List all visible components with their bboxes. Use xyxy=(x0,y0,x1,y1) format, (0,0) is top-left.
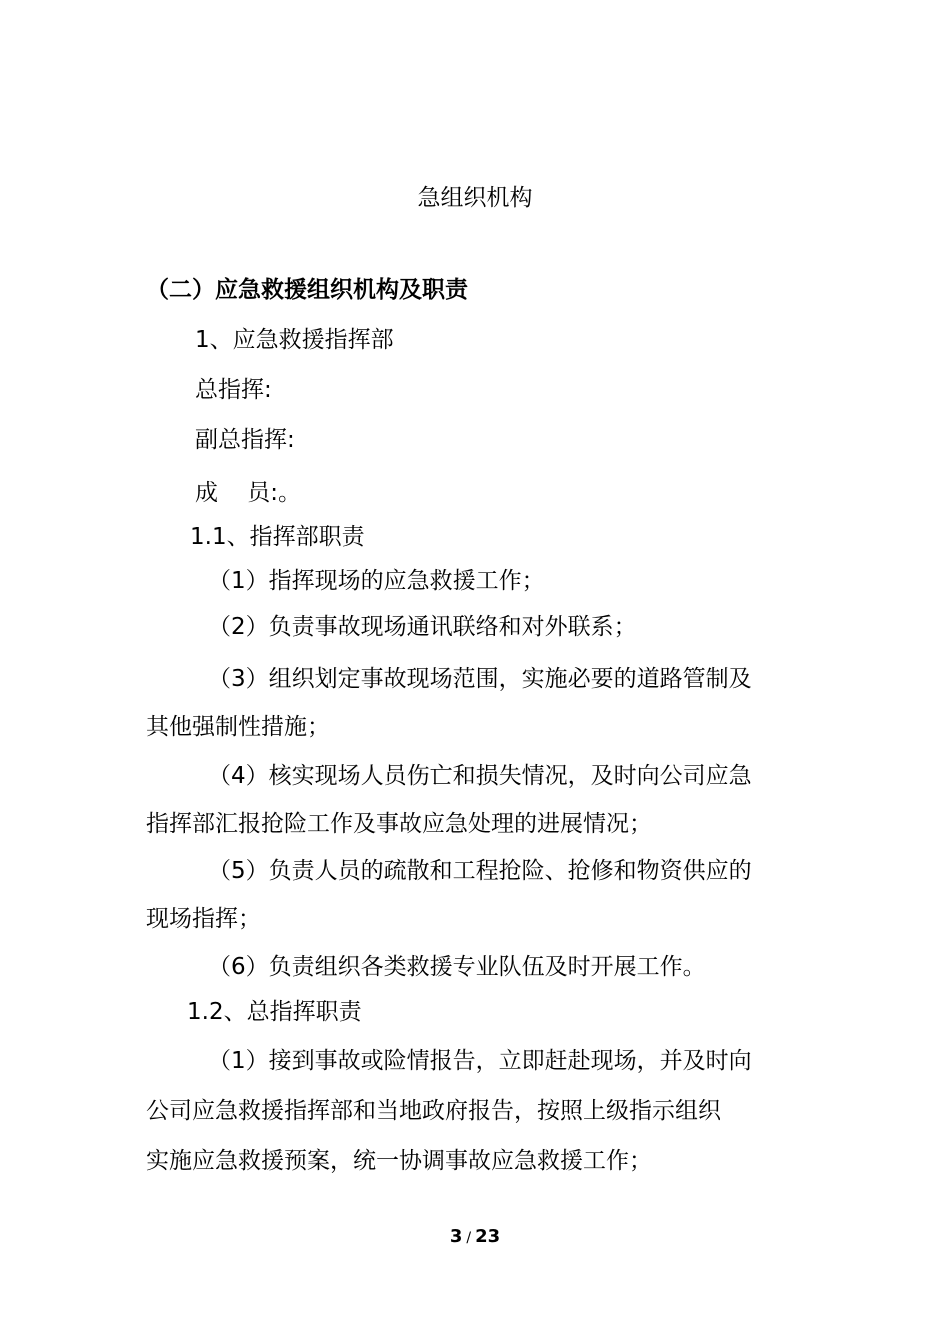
section-heading: （二）应急救援组织机构及职责 xyxy=(146,277,468,303)
duty-paragraph-line: 指挥部汇报抢险工作及事故应急处理的进展情况； xyxy=(146,811,652,837)
page-current: 3 xyxy=(449,1226,463,1247)
page-separator: / xyxy=(466,1230,472,1246)
chief-commander-label: 总指挥: xyxy=(195,377,272,403)
duty-paragraph-line: （1）指挥现场的应急救援工作； xyxy=(208,568,545,594)
page-total: 23 xyxy=(475,1226,501,1247)
item-1-2-heading: 1.2、总指挥职责 xyxy=(187,999,362,1025)
page-number xyxy=(0,1225,950,1250)
duty-paragraph-line: 其他强制性措施； xyxy=(146,714,330,740)
duty-paragraph-line: 公司应急救援指挥部和当地政府报告，按照上级指示组织 xyxy=(146,1098,721,1124)
duty-paragraph-line: （1）接到事故或险情报告，立即赶赴现场，并及时向 xyxy=(208,1048,752,1074)
members-label: 成 员:。 xyxy=(195,480,301,506)
duty-paragraph-line: 实施应急救援预案，统一协调事故应急救援工作； xyxy=(146,1148,652,1174)
item-1-heading: 1、应急救援指挥部 xyxy=(195,327,394,353)
duty-paragraph-line: （6）负责组织各类救援专业队伍及时开展工作。 xyxy=(208,954,706,980)
duty-paragraph-line: （4）核实现场人员伤亡和损失情况，及时向公司应急 xyxy=(208,763,752,789)
duty-paragraph-line: （2）负责事故现场通讯联络和对外联系； xyxy=(208,614,637,640)
duty-paragraph-line: （5）负责人员的疏散和工程抢险、抢修和物资供应的 xyxy=(208,858,752,884)
duty-paragraph-line: 现场指挥； xyxy=(146,906,261,932)
duty-paragraph-line: （3）组织划定事故现场范围，实施必要的道路管制及 xyxy=(208,666,752,692)
deputy-commander-label: 副总指挥: xyxy=(195,427,295,453)
item-1-1-heading: 1.1、指挥部职责 xyxy=(190,524,365,550)
page-title: 急组织机构 xyxy=(417,185,533,211)
